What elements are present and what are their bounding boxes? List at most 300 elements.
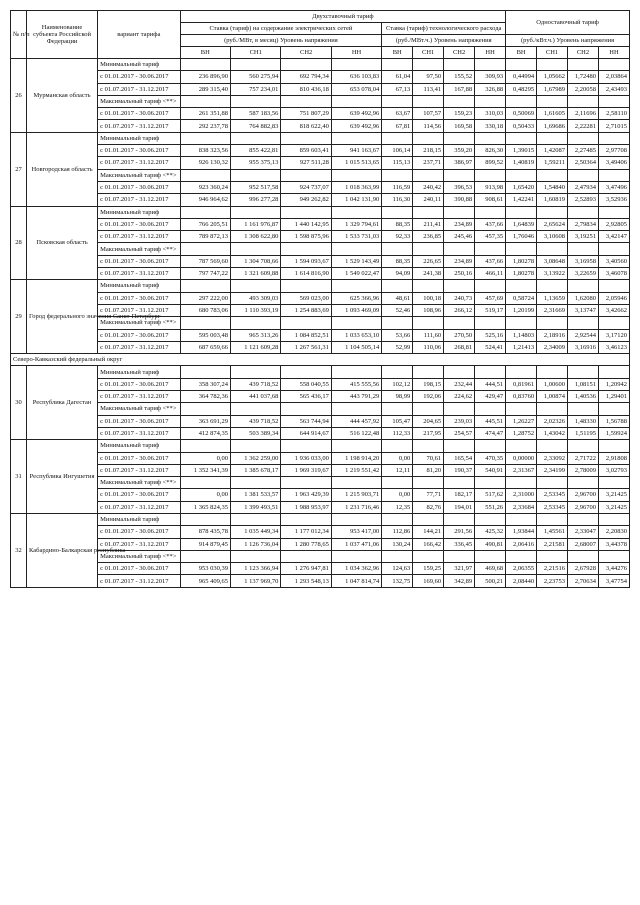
tariff-variant: с 01.07.2017 - 31.12.2017 bbox=[98, 427, 181, 439]
tariff-value: 3,16958 bbox=[568, 255, 599, 267]
tariff-value: 457,35 bbox=[475, 231, 506, 243]
tariff-value bbox=[537, 169, 568, 181]
tariff-value: 0,81961 bbox=[506, 378, 537, 390]
table-row bbox=[11, 243, 630, 255]
tariff-value: 1 084 852,51 bbox=[281, 329, 331, 341]
tariff-value bbox=[382, 95, 413, 107]
tariff-value: 1,69686 bbox=[537, 120, 568, 132]
tariff-value: 2,91808 bbox=[598, 452, 629, 464]
level-nn: НН bbox=[475, 47, 506, 59]
tariff-value bbox=[475, 477, 506, 489]
table-row bbox=[11, 108, 630, 120]
tariff-value bbox=[444, 403, 475, 415]
row-number: 31 bbox=[11, 440, 27, 514]
tariff-value bbox=[537, 366, 568, 378]
tariff-value: 236,85 bbox=[413, 231, 444, 243]
tariff-value: 291,56 bbox=[444, 526, 475, 538]
tariff-value: 2,68007 bbox=[568, 538, 599, 550]
tariff-value: 474,47 bbox=[475, 427, 506, 439]
tariff-value: 500,21 bbox=[475, 575, 506, 587]
tariff-value: 2,50364 bbox=[568, 157, 599, 169]
tariff-value: 1 329 794,61 bbox=[331, 218, 381, 230]
tariff-value bbox=[598, 513, 629, 525]
tariff-value: 516 122,48 bbox=[331, 427, 381, 439]
tariff-value bbox=[506, 477, 537, 489]
tariff-value bbox=[331, 280, 381, 292]
tariff-value: 569 023,00 bbox=[281, 292, 331, 304]
tariff-value: 3,02793 bbox=[598, 464, 629, 476]
tariff-value bbox=[281, 317, 331, 329]
tariff-value: 1,42241 bbox=[506, 194, 537, 206]
tariff-value: 1 267 561,31 bbox=[281, 341, 331, 353]
tariff-value: 297 222,00 bbox=[180, 292, 230, 304]
subject-name: Мурманская область bbox=[27, 59, 98, 133]
tariff-value bbox=[568, 206, 599, 218]
tariff-value: 927 511,28 bbox=[281, 157, 331, 169]
tariff-value: 1,64839 bbox=[506, 218, 537, 230]
tariff-value: 441 037,68 bbox=[231, 391, 281, 403]
table-row bbox=[11, 145, 630, 157]
tariff-value: 2,33047 bbox=[568, 526, 599, 538]
tariff-value: 444 457,92 bbox=[331, 415, 381, 427]
tariff-value: 565 436,17 bbox=[281, 391, 331, 403]
tariff-value bbox=[413, 169, 444, 181]
tariff-value: 1,29401 bbox=[598, 391, 629, 403]
tariff-value: 2,34009 bbox=[537, 341, 568, 353]
tariff-value: 493 309,03 bbox=[231, 292, 281, 304]
tariff-value: 1,43042 bbox=[537, 427, 568, 439]
level-sn1: СН1 bbox=[537, 47, 568, 59]
tariff-value: 88,35 bbox=[382, 255, 413, 267]
tariff-value: 946 964,62 bbox=[180, 194, 230, 206]
tariff-value: 953 417,00 bbox=[331, 526, 381, 538]
tariff-value: 1 018 363,99 bbox=[331, 181, 381, 193]
tariff-value: 1,08151 bbox=[568, 378, 599, 390]
tariff-value: 908,61 bbox=[475, 194, 506, 206]
tariff-value bbox=[281, 169, 331, 181]
tariff-value: 1 037 471,06 bbox=[331, 538, 381, 550]
tariff-value: 1 598 875,96 bbox=[281, 231, 331, 243]
tariff-value: 218,15 bbox=[413, 145, 444, 157]
tariff-value bbox=[331, 59, 381, 71]
tariff-value: 838 323,56 bbox=[180, 145, 230, 157]
tariff-value: 412 874,35 bbox=[180, 427, 230, 439]
tariff-value: 2,47934 bbox=[568, 181, 599, 193]
tariff-value: 3,42662 bbox=[598, 304, 629, 316]
tariff-variant: Максимальный тариф <**> bbox=[98, 317, 181, 329]
tariff-value: 1,51195 bbox=[568, 427, 599, 439]
tariff-value: 1 321 609,88 bbox=[231, 268, 281, 280]
tariff-value bbox=[568, 59, 599, 71]
tariff-variant: с 01.01.2017 - 30.06.2017 bbox=[98, 145, 181, 157]
tariff-value: 1 440 142,95 bbox=[281, 218, 331, 230]
tariff-value: 1 231 716,46 bbox=[331, 501, 381, 513]
row-number: 27 bbox=[11, 132, 27, 206]
tariff-value: 194,01 bbox=[444, 501, 475, 513]
tariff-value bbox=[331, 243, 381, 255]
tariff-value bbox=[506, 513, 537, 525]
tariff-value: 3,21425 bbox=[598, 489, 629, 501]
tariff-value: 358 307,24 bbox=[180, 378, 230, 390]
tariff-value: 2,27485 bbox=[568, 145, 599, 157]
tariff-value bbox=[568, 95, 599, 107]
level-sn1: СН1 bbox=[413, 47, 444, 59]
tariff-value: 757 234,01 bbox=[231, 83, 281, 95]
tariff-value: 0,00000 bbox=[506, 452, 537, 464]
subject-name: Кабардино-Балкарская республика bbox=[27, 513, 98, 587]
tariff-value: 1 137 969,70 bbox=[231, 575, 281, 587]
tariff-value: 3,44378 bbox=[598, 538, 629, 550]
tariff-value: 899,52 bbox=[475, 157, 506, 169]
tariff-variant: с 01.07.2017 - 31.12.2017 bbox=[98, 120, 181, 132]
tariff-value: 3,46078 bbox=[598, 268, 629, 280]
tariff-value: 2,43493 bbox=[598, 83, 629, 95]
two-part-tariff-header: Двухставочный тариф bbox=[180, 11, 506, 23]
tariff-value: 2,33684 bbox=[506, 501, 537, 513]
table-row bbox=[11, 218, 630, 230]
tariff-value: 1,59211 bbox=[537, 157, 568, 169]
tariff-value: 1,61605 bbox=[537, 108, 568, 120]
tariff-value bbox=[568, 513, 599, 525]
tariff-value: 2,34199 bbox=[537, 464, 568, 476]
tariff-value: 1 015 513,65 bbox=[331, 157, 381, 169]
tariff-value bbox=[475, 59, 506, 71]
tariff-value: 1,48330 bbox=[568, 415, 599, 427]
table-row bbox=[11, 255, 630, 267]
level-sn2: СН2 bbox=[281, 47, 331, 59]
tariff-variant: Максимальный тариф <**> bbox=[98, 169, 181, 181]
tariff-value: 342,89 bbox=[444, 575, 475, 587]
table-row bbox=[11, 452, 630, 464]
tariff-value: 2,06355 bbox=[506, 563, 537, 575]
tariff-value: 169,58 bbox=[444, 120, 475, 132]
tariff-value: 0,83760 bbox=[506, 391, 537, 403]
tariff-value bbox=[444, 169, 475, 181]
tariff-value bbox=[331, 169, 381, 181]
tariff-value bbox=[598, 403, 629, 415]
tariff-value: 1 093 469,09 bbox=[331, 304, 381, 316]
tariff-value: 503 389,34 bbox=[231, 427, 281, 439]
tariff-value: 190,37 bbox=[444, 464, 475, 476]
tariff-value: 429,47 bbox=[475, 391, 506, 403]
tariff-value: 1 123 366,94 bbox=[231, 563, 281, 575]
tariff-value bbox=[475, 169, 506, 181]
tariff-value: 114,56 bbox=[413, 120, 444, 132]
tariff-value bbox=[180, 317, 230, 329]
tariff-value: 224,62 bbox=[444, 391, 475, 403]
tariff-value: 232,44 bbox=[444, 378, 475, 390]
tariff-variant: с 01.07.2017 - 31.12.2017 bbox=[98, 304, 181, 316]
tariff-variant: с 01.07.2017 - 31.12.2017 bbox=[98, 501, 181, 513]
tariff-value: 2,03864 bbox=[598, 71, 629, 83]
tariff-variant: с 01.07.2017 - 31.12.2017 bbox=[98, 268, 181, 280]
tariff-value: 2,71722 bbox=[568, 452, 599, 464]
tariff-value: 82,76 bbox=[413, 501, 444, 513]
subject-name: Город федерального значения Санкт-Петербург bbox=[27, 280, 98, 354]
tariff-value: 551,26 bbox=[475, 501, 506, 513]
tariff-value bbox=[281, 440, 331, 452]
tariff-value bbox=[568, 550, 599, 562]
tariff-value: 289 315,40 bbox=[180, 83, 230, 95]
tariff-value bbox=[231, 95, 281, 107]
tariff-variant: с 01.07.2017 - 31.12.2017 bbox=[98, 83, 181, 95]
tariff-value: 595 003,48 bbox=[180, 329, 230, 341]
tariff-value: 965 313,26 bbox=[231, 329, 281, 341]
tariff-value bbox=[475, 403, 506, 415]
tariff-value bbox=[475, 132, 506, 144]
tariff-value: 3,13747 bbox=[568, 304, 599, 316]
tariff-value: 1 033 653,10 bbox=[331, 329, 381, 341]
tariff-value: 1 215 903,71 bbox=[331, 489, 381, 501]
tariff-value bbox=[537, 550, 568, 562]
tariff-value bbox=[444, 513, 475, 525]
tariff-value: 826,30 bbox=[475, 145, 506, 157]
table-row bbox=[11, 231, 630, 243]
tariff-value bbox=[537, 403, 568, 415]
tariff-value: 108,96 bbox=[413, 304, 444, 316]
tariff-value: 524,41 bbox=[475, 341, 506, 353]
tariff-value: 1 936 033,00 bbox=[281, 452, 331, 464]
tariff-value bbox=[413, 95, 444, 107]
tariff-value: 1,40536 bbox=[568, 391, 599, 403]
tariff-value bbox=[281, 280, 331, 292]
tariff-value bbox=[598, 59, 629, 71]
tariff-value: 1 385 678,17 bbox=[231, 464, 281, 476]
tariff-value bbox=[382, 440, 413, 452]
tariff-value: 245,46 bbox=[444, 231, 475, 243]
tariff-variant: с 01.07.2017 - 31.12.2017 bbox=[98, 464, 181, 476]
tariff-value: 107,57 bbox=[413, 108, 444, 120]
tariff-value: 396,53 bbox=[444, 181, 475, 193]
tariff-value bbox=[598, 280, 629, 292]
tariff-value bbox=[180, 169, 230, 181]
tariff-value: 797 747,22 bbox=[180, 268, 230, 280]
tariff-value: 692 794,34 bbox=[281, 71, 331, 83]
tariff-value: 965 409,65 bbox=[180, 575, 230, 587]
tariff-value: 1,14803 bbox=[506, 329, 537, 341]
tariff-variant: Минимальный тариф bbox=[98, 206, 181, 218]
tariff-value bbox=[331, 440, 381, 452]
level-sn2: СН2 bbox=[568, 47, 599, 59]
tariff-value: 113,41 bbox=[413, 83, 444, 95]
level-vn: ВН bbox=[506, 47, 537, 59]
tariff-value: 439 718,52 bbox=[231, 415, 281, 427]
tariff-value bbox=[331, 403, 381, 415]
tariff-value bbox=[180, 59, 230, 71]
tariff-value: 558 040,55 bbox=[281, 378, 331, 390]
tariff-value: 1,60819 bbox=[537, 194, 568, 206]
tariff-variant: Минимальный тариф bbox=[98, 132, 181, 144]
tariff-value bbox=[444, 243, 475, 255]
tariff-value bbox=[281, 403, 331, 415]
tariff-value: 1,28752 bbox=[506, 427, 537, 439]
tariff-value bbox=[598, 169, 629, 181]
tariff-value: 192,06 bbox=[413, 391, 444, 403]
tariff-value: 1 529 143,49 bbox=[331, 255, 381, 267]
tariff-value: 1 126 736,04 bbox=[231, 538, 281, 550]
table-row bbox=[11, 378, 630, 390]
tariff-value: 457,69 bbox=[475, 292, 506, 304]
tariff-value bbox=[537, 59, 568, 71]
tariff-value bbox=[180, 477, 230, 489]
row-number: 28 bbox=[11, 206, 27, 280]
tariff-value bbox=[231, 206, 281, 218]
tariff-value: 636 103,83 bbox=[331, 71, 381, 83]
tariff-value: 1,42087 bbox=[537, 145, 568, 157]
tariff-value: 270,50 bbox=[444, 329, 475, 341]
subject-name: Республика Ингушетия bbox=[27, 440, 98, 514]
tariff-variant: Максимальный тариф <**> bbox=[98, 243, 181, 255]
tariff-value: 254,57 bbox=[444, 427, 475, 439]
tariff-value: 1 293 548,13 bbox=[281, 575, 331, 587]
content-rate-header: Ставка (тариф) на содержание электрических сетей bbox=[180, 23, 382, 35]
table-row bbox=[11, 501, 630, 513]
tariff-value: 1 280 778,65 bbox=[281, 538, 331, 550]
tariff-variant: с 01.01.2017 - 30.06.2017 bbox=[98, 452, 181, 464]
tariff-variant: Максимальный тариф <**> bbox=[98, 550, 181, 562]
tariff-value bbox=[475, 95, 506, 107]
tariff-variant: с 01.01.2017 - 30.06.2017 bbox=[98, 378, 181, 390]
tariff-value: 1,59924 bbox=[598, 427, 629, 439]
tariff-value: 2,08440 bbox=[506, 575, 537, 587]
tariff-value: 1 594 093,67 bbox=[281, 255, 331, 267]
table-header bbox=[11, 11, 630, 59]
tariff-value bbox=[475, 317, 506, 329]
tariff-value bbox=[537, 513, 568, 525]
tariff-value: 1 988 953,97 bbox=[281, 501, 331, 513]
tariff-value: 2,92544 bbox=[568, 329, 599, 341]
tariff-variant: с 01.07.2017 - 31.12.2017 bbox=[98, 575, 181, 587]
tariff-value: 1 219 551,42 bbox=[331, 464, 381, 476]
tariff-variant: с 01.01.2017 - 30.06.2017 bbox=[98, 181, 181, 193]
tariff-value: 330,18 bbox=[475, 120, 506, 132]
tariff-value: 70,61 bbox=[413, 452, 444, 464]
tariff-value bbox=[568, 317, 599, 329]
tariff-value bbox=[475, 513, 506, 525]
tariff-value: 1 254 883,69 bbox=[281, 304, 331, 316]
tariff-value bbox=[506, 550, 537, 562]
tariff-value: 0,50433 bbox=[506, 120, 537, 132]
tariff-value: 2,22281 bbox=[568, 120, 599, 132]
tariff-value: 1,93844 bbox=[506, 526, 537, 538]
table-body-northwest bbox=[11, 59, 630, 354]
tariff-value: 587 183,56 bbox=[231, 108, 281, 120]
tariff-value: 1,56788 bbox=[598, 415, 629, 427]
table-row bbox=[11, 341, 630, 353]
row-number: 29 bbox=[11, 280, 27, 354]
tariff-value bbox=[382, 206, 413, 218]
tariff-value bbox=[281, 513, 331, 525]
tariff-value bbox=[568, 243, 599, 255]
tariff-value: 112,33 bbox=[382, 427, 413, 439]
tariff-value bbox=[444, 206, 475, 218]
tariff-value: 3,17120 bbox=[598, 329, 629, 341]
table-body-north-caucasus bbox=[11, 366, 630, 587]
tariff-value: 639 492,96 bbox=[331, 120, 381, 132]
tariff-value: 217,95 bbox=[413, 427, 444, 439]
tariff-value: 1,20199 bbox=[506, 304, 537, 316]
tariff-value: 996 277,28 bbox=[231, 194, 281, 206]
tariff-value: 1 110 393,19 bbox=[231, 304, 281, 316]
tariff-value: 2,31669 bbox=[537, 304, 568, 316]
section-title: Северо-Кавказский федеральный округ bbox=[11, 354, 630, 366]
tariff-value bbox=[180, 243, 230, 255]
tariff-value: 1 614 816,90 bbox=[281, 268, 331, 280]
tariff-value bbox=[598, 550, 629, 562]
tariff-value bbox=[382, 280, 413, 292]
tariff-value: 680 783,06 bbox=[180, 304, 230, 316]
table-row bbox=[11, 95, 630, 107]
tariff-value bbox=[382, 550, 413, 562]
tariff-value bbox=[598, 95, 629, 107]
subject-name: Новгородская область bbox=[27, 132, 98, 206]
tariff-value: 2,97708 bbox=[598, 145, 629, 157]
tariff-value: 2,78009 bbox=[568, 464, 599, 476]
tariff-value bbox=[444, 132, 475, 144]
tariff-value: 102,12 bbox=[382, 378, 413, 390]
tariff-value: 2,20830 bbox=[598, 526, 629, 538]
tariff-value bbox=[331, 317, 381, 329]
tariff-value bbox=[537, 206, 568, 218]
tariff-value bbox=[444, 477, 475, 489]
tariff-value bbox=[231, 280, 281, 292]
tariff-value: 1 969 319,67 bbox=[281, 464, 331, 476]
tariff-value: 0,48295 bbox=[506, 83, 537, 95]
row-number: 30 bbox=[11, 366, 27, 440]
tariff-value: 0,00 bbox=[382, 489, 413, 501]
tariff-value bbox=[506, 169, 537, 181]
tariff-value: 239,03 bbox=[444, 415, 475, 427]
tariff-value bbox=[331, 513, 381, 525]
tariff-value: 1 034 362,96 bbox=[331, 563, 381, 575]
tariff-value bbox=[506, 59, 537, 71]
tariff-value: 63,67 bbox=[382, 108, 413, 120]
table-row bbox=[11, 427, 630, 439]
tariff-value bbox=[568, 169, 599, 181]
tariff-value: 3,21425 bbox=[598, 501, 629, 513]
tariff-value: 94,09 bbox=[382, 268, 413, 280]
tariff-value: 1,80278 bbox=[506, 268, 537, 280]
tariff-value bbox=[180, 440, 230, 452]
tariff-value: 292 237,78 bbox=[180, 120, 230, 132]
tariff-value: 1,65420 bbox=[506, 181, 537, 193]
tariff-value: 3,47496 bbox=[598, 181, 629, 193]
tariff-value bbox=[568, 440, 599, 452]
tariff-value: 310,03 bbox=[475, 108, 506, 120]
table-row bbox=[11, 391, 630, 403]
tariff-value: 211,41 bbox=[413, 218, 444, 230]
tariff-value: 1 365 824,35 bbox=[180, 501, 230, 513]
tariff-value bbox=[537, 317, 568, 329]
tariff-value: 116,59 bbox=[382, 181, 413, 193]
tariff-value bbox=[180, 550, 230, 562]
tariff-value: 261 351,88 bbox=[180, 108, 230, 120]
table-row bbox=[11, 206, 630, 218]
tariff-value: 952 517,58 bbox=[231, 181, 281, 193]
tariff-value: 88,35 bbox=[382, 218, 413, 230]
tariff-value: 1 121 609,28 bbox=[231, 341, 281, 353]
tariff-value: 3,13922 bbox=[537, 268, 568, 280]
tariff-value: 764 882,83 bbox=[231, 120, 281, 132]
tariff-value bbox=[231, 317, 281, 329]
tariff-value: 766 205,51 bbox=[180, 218, 230, 230]
tariff-value: 100,18 bbox=[413, 292, 444, 304]
tariff-value bbox=[413, 403, 444, 415]
tariff-value bbox=[598, 132, 629, 144]
tariff-value: 639 492,96 bbox=[331, 108, 381, 120]
tariff-value: 81,20 bbox=[413, 464, 444, 476]
tariff-value: 560 275,94 bbox=[231, 71, 281, 83]
